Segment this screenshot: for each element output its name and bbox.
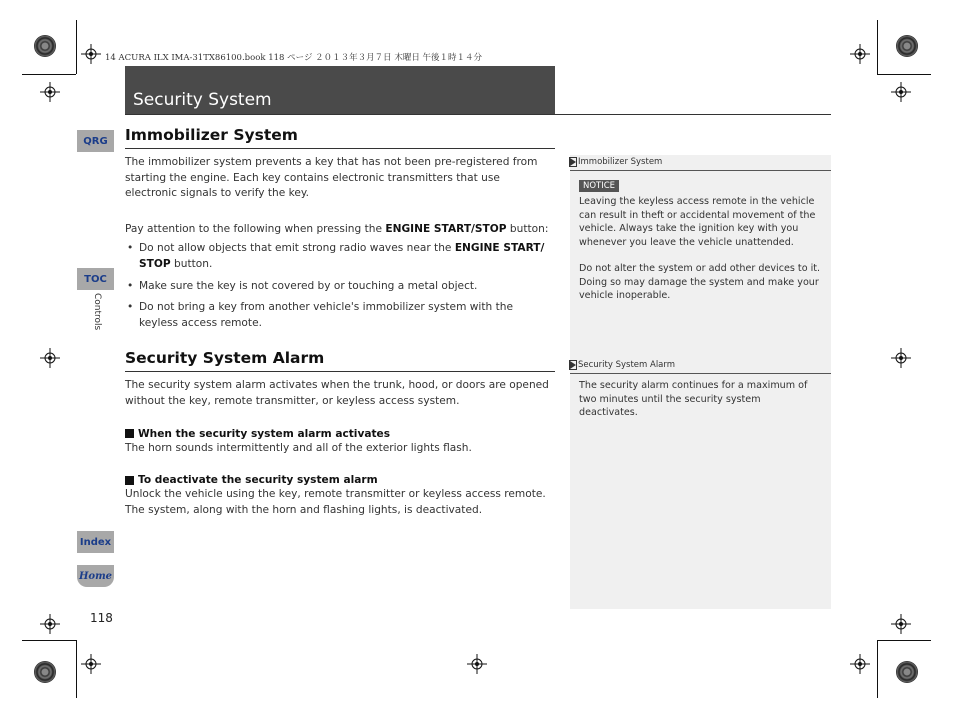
alarm-activates-text: The horn sounds intermittently and all of the exterior lights flash. (125, 441, 472, 454)
alarm-activates-subheading (125, 428, 555, 440)
crosshair-icon (850, 44, 870, 64)
subheading-text: When the security system alarm activates (138, 427, 391, 440)
link-arrow-icon (570, 361, 576, 369)
alarm-note-heading[interactable] (570, 358, 831, 374)
home-button[interactable]: Home (77, 565, 114, 587)
title-band (125, 66, 555, 114)
text-span: button: (506, 222, 549, 235)
crosshair-icon (467, 654, 487, 674)
toc-button[interactable]: TOC (77, 268, 114, 290)
title-divider (125, 114, 831, 115)
crosshair-icon (891, 82, 911, 102)
crosshair-icon (40, 82, 60, 102)
immobilizer-note (570, 155, 831, 303)
engine-start-stop-keyword: ENGINE START/STOP (385, 222, 507, 235)
crop-mark (76, 640, 77, 698)
immobilizer-heading: Immobilizer System (125, 126, 555, 149)
note-heading-text: Security System Alarm (578, 360, 676, 370)
crosshair-icon (40, 614, 60, 634)
crop-mark (877, 74, 931, 75)
immobilizer-instruction (125, 222, 555, 238)
crop-mark (76, 20, 77, 74)
square-bullet-icon (125, 476, 134, 485)
crosshair-icon (81, 654, 101, 674)
registration-disc-icon (896, 661, 918, 683)
side-notes-panel (570, 155, 831, 609)
page-number: 118 (90, 611, 113, 625)
text-span: Pay attention to the following when pressing the (125, 222, 386, 235)
qrg-button[interactable]: QRG (77, 130, 114, 152)
registration-disc-icon (34, 661, 56, 683)
link-arrow-icon (570, 158, 576, 166)
note-heading-text: Immobilizer System (578, 157, 663, 167)
notice-badge: NOTICE (579, 180, 619, 192)
crop-mark (22, 640, 76, 641)
list-item: • Make sure the key is not covered by or touching a metal object. (125, 279, 555, 295)
text-span: Do not allow objects that emit strong radio waves near the (139, 242, 455, 255)
subheading-text: To deactivate the security system alarm (138, 474, 378, 487)
alarm-deactivate-subheading (125, 474, 555, 486)
square-bullet-icon (125, 429, 134, 438)
notice-text: Leaving the keyless access remote in the vehicle can result in theft or accidental movement of the vehicle. Always take the ignition key with you whenever you leave the vehicle unattended. (579, 196, 816, 248)
text-span: button. (170, 257, 213, 270)
index-button[interactable]: Index (77, 531, 114, 553)
engine-start-stop-keyword: ENGINE START/ STOP (139, 242, 545, 270)
list-item (125, 241, 555, 272)
immobilizer-bullets (125, 241, 555, 331)
note-text: Do not alter the system or add other devices to it. Doing so may damage the system and make your vehicle inoperable. (579, 263, 821, 301)
alarm-note (570, 358, 831, 420)
main-content (125, 126, 555, 518)
alarm-heading: Security System Alarm (125, 349, 555, 372)
list-item: • Do not bring a key from another vehicle's immobilizer system with the keyless access remote. (125, 300, 555, 331)
crosshair-icon (40, 348, 60, 368)
crop-mark (877, 640, 931, 641)
page-title: Security System (133, 90, 272, 110)
crop-mark (877, 640, 878, 698)
registration-disc-icon (896, 35, 918, 57)
crosshair-icon (81, 44, 101, 64)
crosshair-icon (891, 348, 911, 368)
print-header: 14 ACURA ILX IMA-31TX86100.book 118 ページ ２０１３年３月７日 木曜日 午後１時１４分 (105, 53, 483, 63)
alarm-deactivate-text: Unlock the vehicle using the key, remote transmitter or keyless access remote. The system, along with the horn and flashing lights, is deactivated. (125, 488, 546, 516)
crop-mark (22, 74, 76, 75)
immobilizer-note-heading[interactable] (570, 155, 831, 171)
crosshair-icon (891, 614, 911, 634)
alarm-note-text: The security alarm continues for a maximum of two minutes until the security system deactivates. (579, 380, 808, 418)
registration-disc-icon (34, 35, 56, 57)
crosshair-icon (850, 654, 870, 674)
alarm-intro: The security system alarm activates when the trunk, hood, or doors are opened without the key, remote transmitter, or keyless access system. (125, 379, 549, 407)
immobilizer-intro: The immobilizer system prevents a key that has not been pre-registered from starting the engine. Each key contains electronic transmitters that use electronic signals to verify the key. (125, 156, 538, 200)
crop-mark (877, 20, 878, 74)
chapter-label: Controls (92, 293, 102, 331)
